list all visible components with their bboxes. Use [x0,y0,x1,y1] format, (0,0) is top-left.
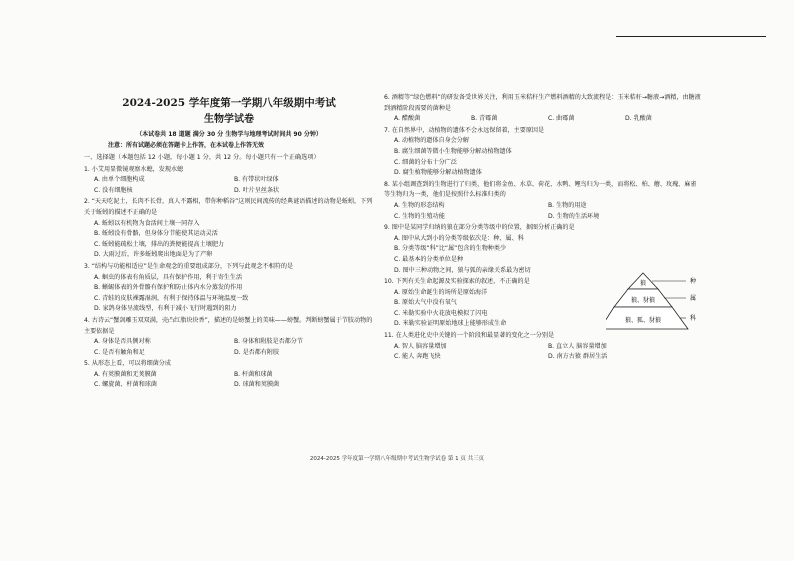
answer-option: A. 生物的形态结构 [394,201,445,209]
answer-option: A. 蛔虫的体表有角质层，具有保护作用，利于寄生生活 [94,273,243,281]
answer-option: B. 蚯蚓没有骨骼，但身体分节能使其运动灵活 [94,230,218,238]
answer-option: B. 有带状叶绿体 [234,176,279,184]
answer-option: C. 细菌的分布十分广泛 [394,158,457,166]
pyramid-bottom-text: 狼、狐、豺狼 [624,317,662,324]
answer-option: C. 青蛙的皮肤裸露湿润，有利于保持体温与环境温度一致 [94,294,249,302]
pyramid-label-family: 科 [690,315,697,322]
answer-option: C. 曲霉菌 [548,115,575,123]
pyramid-middle-text: 狼、豺狼 [630,297,656,304]
classification-pyramid [606,271,702,337]
page-footer: 2024-2025 学年度第一学期八年级期中考试生物学试卷 第 1 页 共三页 [309,456,485,462]
pyramid-label-genus: 属 [690,295,697,302]
answer-option: D. 腐生植物能够分解动植物遗体 [394,169,482,177]
exam-info: （本试卷共 18 道题 满分 30 分 生物学与地理考试时间共 90 分钟） [136,131,322,138]
question [384,93,702,125]
answer-option: C. 最基本的分类单位是种 [394,255,464,263]
question-stem: 2. “天天吃泥土，长肉不长骨，真人不露相，带你种稻谷”这则民间流传的经典谜语描述的动物是蚯蚓，下列关于蚯蚓的描述不正确的是 [84,198,373,216]
left-column [84,92,374,391]
answer-option: D. 球菌和荚膜菌 [234,381,280,389]
question-stem: 11. 在人类进化史中关键的一个阶段和最显著的变化之一分别是 [384,332,555,340]
answer-option: A. 有荚膜菌和无荚膜菌 [94,370,157,378]
option-list [384,201,702,222]
question-stem: 3. “结构与功能相适应”是生命观念的重要组成部分，下列与此观念不相符的是 [84,262,294,270]
left-question-list [84,165,374,391]
answer-option: A. 身体是否具侧对称 [94,338,151,346]
answer-option: D. 大雨过后，许多蚯蚓爬出地面是为了产卵 [94,251,213,259]
option-list [384,114,702,125]
answer-option: C. 蚯蚓能疏松土壤，排出的粪便能提高土壤肥力 [94,240,225,248]
answer-option: C. 米勒实验中火花放电模拟了闪电 [394,309,488,317]
pyramid-label-species: 种 [690,278,697,285]
answer-option: B. 直立人 脑容量增加 [548,342,607,350]
question-stem: 7. 在自然界中，动植物的遗体不会永远保留着，主要原因是 [384,126,545,134]
question [84,262,374,315]
answer-option: B. 蜥蜴体表的外骨骼有保护和防止体内水分蒸发的作用 [94,284,243,292]
answer-option: D. 家鸽身体呈流线型，有利于减小飞行时遇到的阻力 [94,305,237,313]
answer-option: A. 原始生命诞生的场所是原始海洋 [394,288,488,296]
option-list [84,273,374,315]
exam-subtitle: 生物学试卷 [204,114,254,125]
question-stem: 4. 古诗云“蟹剑雕玉双双满，壳凸红脂块块香”，描述的是螃蟹上的美味——螃蟹。判断螃蟹属于节肢动物的主要依据是 [84,316,373,335]
question [84,359,374,391]
answer-option: C. 螺旋菌、杆菌和球菌 [94,381,157,389]
option-list [84,219,374,261]
option-list [84,337,374,358]
option-list [384,342,702,363]
pyramid-top-text: 狼 [639,280,647,287]
answer-option: D. 生物的生活环境 [548,212,600,220]
answer-option: D. 图中三种动物之间，狼与狐的亲缘关系最为密切 [394,266,531,274]
question-stem: 6. 酒精等“绿色燃料”的研发备受世界关注，利用玉米秸秆生产燃料酒精的大致流程是：玉米秸秆→糖液→酒精，由糖液到酒精阶段需要的菌种是 [384,94,701,112]
answer-option: C. 能人 奔跑飞快 [394,353,441,361]
answer-option: A. 智人 脑容量增加 [394,342,447,350]
option-list [84,370,374,391]
question [84,197,374,261]
question [84,316,374,358]
answer-option: A. 由单个细胞构成 [94,176,145,184]
answer-option: B. 分类等级“科”比“属”包含的生物种类少 [394,245,507,253]
exam-title: 2024-2025 学年度第一学期八年级期中考试 [122,97,336,109]
answer-option: A. 图中从大到小的分类等级依次是：种、属、科 [394,234,524,242]
answer-option: A. 蚯蚓以有机物为食活间土壤一同存入 [94,219,200,227]
question [84,165,374,197]
answer-option: A. 醋酸菌 [394,115,421,123]
question [384,223,702,276]
question-stem: 10. 下列有关生命起源及实验探索的叙述，不正确的是 [384,278,530,286]
answer-option: B. 生物的用途 [548,201,587,209]
answer-option: B. 身体和附肢是否都分节 [234,338,303,346]
question [384,180,702,222]
question-stem: 1. 小艾用显微镜观察水螅，发现水螅 [84,165,184,173]
exam-notice: 注意：所有试题必须在答题卡上作答，在本试卷上作答无效 [108,142,265,149]
answer-option: C. 是否有触角和足 [94,348,145,356]
answer-option: A. 动植物的遗体自身会分解 [394,137,469,145]
answer-option: D. 米勒实验证明原始地球上能够形成生命 [394,320,507,328]
answer-option: D. 乳酸菌 [625,115,652,123]
answer-option: D. 是否都有附肢 [234,348,280,356]
answer-option: D. 叶片呈丝条状 [234,186,280,194]
option-list [384,136,702,178]
option-list [384,234,702,276]
name-underline [616,36,766,37]
answer-option: B. 原始大气中没有氧气 [394,299,457,307]
answer-option: D. 南方古猿 群居生活 [548,353,608,361]
answer-option: B. 腐生细菌等微小生物能够分解动植物遗体 [394,147,512,155]
question-stem: 8. 某小组调查到的生物进行了归类，他们将金鱼、水草、荷花、水鸭、鲤鸟归为一类，而将松、柏、蘑、玫瑰、麻雀等生物归为一类，他们是按照什么标准归类的 [384,180,697,199]
question [384,126,702,179]
question-stem: 5. 从形态上看，可以将细菌分成 [84,360,171,368]
answer-option: C. 没有细胞核 [94,186,133,194]
section-heading: 一、选择题（本题包括 12 小题，每小题 1 分，共 12 分。每小题只有一个正确选项） [84,154,320,161]
answer-option: B. 青霉菌 [471,115,498,123]
answer-option: C. 生物的生殖功能 [394,212,445,220]
question-stem: 9. 图中是某同学归纳的狼在部分分类等级中的位置，据图分析正确的是 [384,224,575,232]
answer-option: B. 杆菌和球菌 [234,370,273,378]
option-list [84,175,374,196]
